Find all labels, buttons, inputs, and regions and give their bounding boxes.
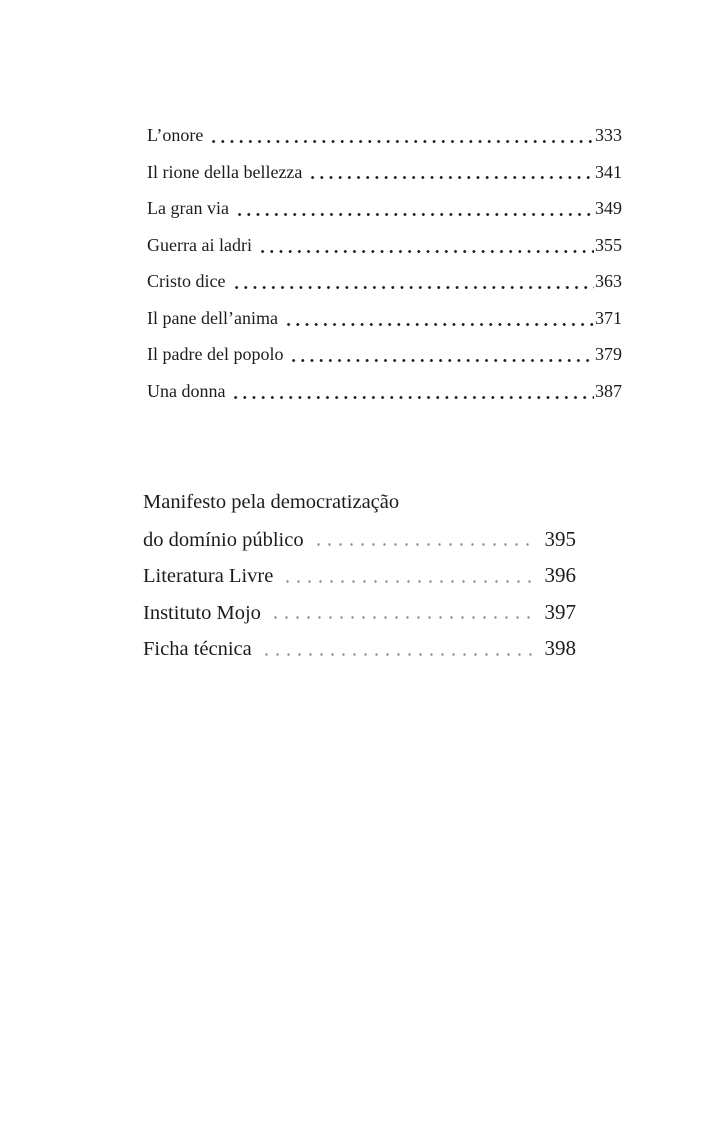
toc-entry [147, 227, 622, 264]
dot-leader [306, 154, 594, 191]
toc-entry [147, 263, 622, 300]
toc-entry-page: 341 [595, 161, 622, 182]
toc-entry-page: 349 [595, 198, 622, 219]
toc-entry-page: 333 [595, 125, 622, 145]
toc-entry-title: Literatura Livre [143, 565, 274, 588]
toc-section-italian [147, 117, 622, 410]
toc-entry-page: 363 [595, 271, 622, 292]
toc-entry-title: Instituto Mojo [143, 601, 261, 624]
dot-leader [230, 263, 595, 300]
toc-entry-title: Cristo dice [147, 271, 226, 292]
toc-entry-title: Il padre del popolo [147, 344, 284, 365]
toc-entry [143, 557, 576, 594]
toc-section-portuguese [143, 484, 576, 667]
toc-entry-title: L’onore [147, 125, 204, 145]
toc-entry-page: 355 [595, 234, 622, 255]
toc-entry-title: Il pane dell’anima [147, 307, 278, 328]
toc-entry [143, 594, 576, 631]
toc-entry-title: Una donna [147, 380, 226, 401]
toc-entry-wrapped-line2 [143, 521, 576, 558]
dot-leader [282, 300, 594, 337]
dot-leader [229, 373, 594, 410]
toc-entry-page: 387 [595, 380, 622, 401]
toc-entry [147, 336, 622, 373]
toc-entry-page: 398 [544, 636, 576, 661]
toc-entry-title: Guerra ai ladri [147, 234, 252, 255]
toc-entry [143, 630, 576, 667]
toc-entry [147, 117, 622, 154]
toc-entry-wrapped-line1 [143, 484, 576, 521]
toc-entry [147, 154, 622, 191]
toc-entry-title: La gran via [147, 198, 229, 219]
toc-entry-page: 379 [595, 344, 622, 365]
toc-entry-title-continued: do domínio público [143, 528, 304, 551]
dot-leader [280, 557, 535, 594]
dot-leader [233, 190, 594, 227]
toc-entry [147, 373, 622, 410]
dot-leader [268, 594, 536, 631]
toc-entry-page: 397 [544, 599, 576, 624]
toc-entry-title: Il rione della bellezza [147, 161, 303, 182]
toc-entry-page: 396 [544, 563, 576, 588]
toc-entry-title: Manifesto pela democratização [143, 491, 400, 513]
dot-leader [287, 336, 594, 373]
toc-entry-page: 371 [595, 307, 622, 328]
toc-entry [147, 190, 622, 227]
dot-leader [259, 630, 536, 667]
dot-leader [311, 521, 536, 558]
dot-leader [256, 227, 594, 264]
toc-entry-title: Ficha técnica [143, 638, 252, 661]
dot-leader [207, 117, 594, 154]
toc-entry-page: 395 [544, 526, 576, 551]
toc-entry [147, 300, 622, 337]
